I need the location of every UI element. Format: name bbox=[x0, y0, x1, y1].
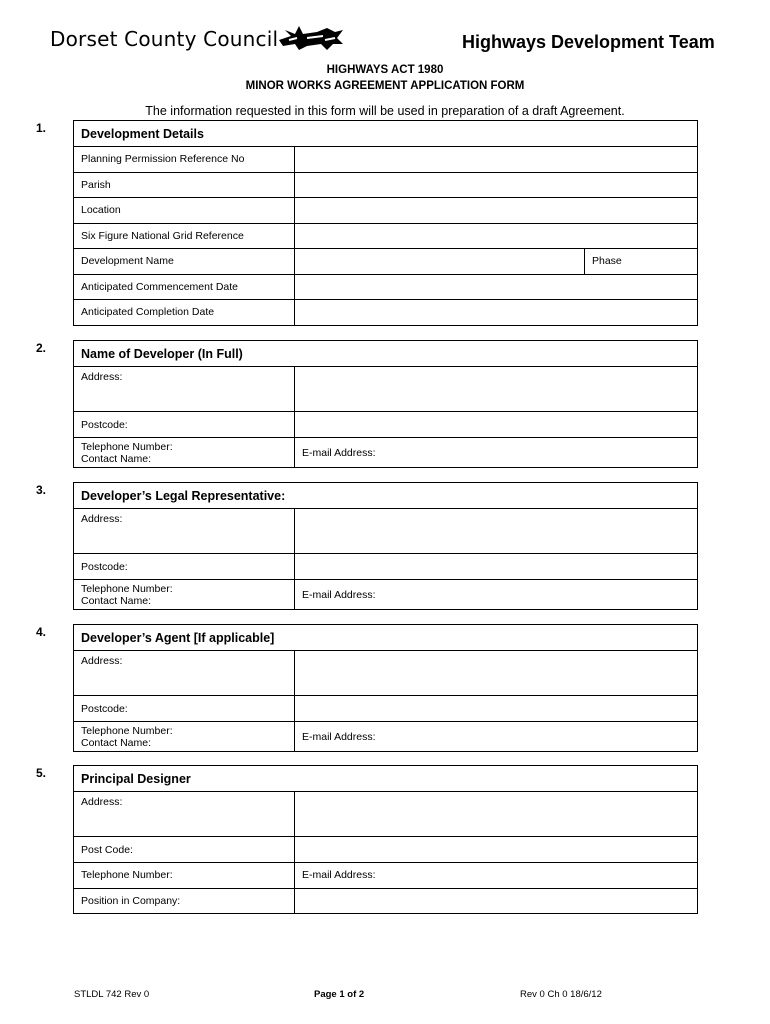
section-2-number: 2. bbox=[36, 341, 47, 355]
commencement-date-label: Anticipated Commencement Date bbox=[74, 274, 295, 300]
section-1-number: 1. bbox=[36, 121, 47, 135]
agent-postcode-label: Postcode: bbox=[74, 696, 295, 722]
agent-postcode-field[interactable] bbox=[295, 696, 698, 722]
developer-postcode-label: Postcode: bbox=[74, 412, 295, 438]
developer-postcode-field[interactable] bbox=[295, 412, 698, 438]
contact-name-label: Contact Name: bbox=[81, 452, 152, 465]
location-label: Location bbox=[74, 198, 295, 224]
designer-position-label: Position in Company: bbox=[74, 888, 295, 914]
grid-reference-label: Six Figure National Grid Reference bbox=[74, 223, 295, 249]
section-1-heading: Development Details bbox=[74, 121, 698, 147]
telephone-label: Telephone Number: bbox=[81, 440, 173, 453]
completion-date-label: Anticipated Completion Date bbox=[74, 300, 295, 326]
team-name: Highways Development Team bbox=[462, 32, 715, 52]
legal-address-field[interactable] bbox=[295, 509, 698, 554]
section-4-agent bbox=[73, 624, 698, 752]
section-2-heading: Name of Developer (In Full) bbox=[74, 341, 698, 367]
designer-email-field[interactable]: E-mail Address: bbox=[295, 863, 698, 889]
developer-phone-contact-label[interactable] bbox=[74, 438, 295, 468]
development-name-label: Development Name bbox=[74, 249, 295, 275]
grid-reference-field[interactable] bbox=[295, 223, 698, 249]
section-4-number: 4. bbox=[36, 625, 47, 639]
agent-address-label: Address: bbox=[74, 651, 295, 696]
designer-position-field[interactable] bbox=[295, 888, 698, 914]
footer-page-number: Page 1 of 2 bbox=[314, 989, 365, 1000]
agent-email-field[interactable]: E-mail Address: bbox=[295, 722, 698, 752]
legal-postcode-label: Postcode: bbox=[74, 554, 295, 580]
section-2-developer bbox=[73, 340, 698, 468]
footer-document-ref: STLDL 742 Rev 0 bbox=[74, 989, 150, 1000]
developer-email-field[interactable]: E-mail Address: bbox=[295, 438, 698, 468]
legal-email-field[interactable]: E-mail Address: bbox=[295, 580, 698, 610]
section-3-heading: Developer’s Legal Representative: bbox=[74, 483, 698, 509]
designer-telephone-label: Telephone Number: bbox=[74, 863, 295, 889]
section-5-principal-designer bbox=[73, 765, 698, 914]
section-1-development-details bbox=[73, 120, 698, 326]
planning-ref-field[interactable] bbox=[295, 147, 698, 173]
section-4-heading: Developer’s Agent [If applicable] bbox=[74, 625, 698, 651]
planning-ref-label: Planning Permission Reference No bbox=[74, 147, 295, 173]
footer-revision: Rev 0 Ch 0 18/6/12 bbox=[520, 989, 602, 1000]
designer-address-label: Address: bbox=[74, 792, 295, 837]
legal-address-label: Address: bbox=[74, 509, 295, 554]
designer-postcode-label: Post Code: bbox=[74, 837, 295, 863]
legal-phone-contact-label[interactable] bbox=[74, 580, 295, 610]
legal-postcode-field[interactable] bbox=[295, 554, 698, 580]
developer-address-field[interactable] bbox=[295, 367, 698, 412]
section-5-heading: Principal Designer bbox=[74, 766, 698, 792]
parish-field[interactable] bbox=[295, 172, 698, 198]
section-3-legal-representative bbox=[73, 482, 698, 610]
designer-address-field[interactable] bbox=[295, 792, 698, 837]
form-title: MINOR WORKS AGREEMENT APPLICATION FORM bbox=[245, 80, 525, 92]
section-3-number: 3. bbox=[36, 483, 47, 497]
telephone-label: Telephone Number: bbox=[81, 724, 173, 737]
telephone-label: Telephone Number: bbox=[81, 582, 173, 595]
phase-field[interactable]: Phase bbox=[585, 249, 698, 275]
contact-name-label: Contact Name: bbox=[81, 736, 152, 749]
organisation-name: Dorset County Council bbox=[50, 27, 279, 51]
completion-date-field[interactable] bbox=[295, 300, 698, 326]
agent-phone-contact-label[interactable] bbox=[74, 722, 295, 752]
intro-text: The information requested in this form will be used in preparation of a draft Agreement. bbox=[145, 104, 625, 118]
commencement-date-field[interactable] bbox=[295, 274, 698, 300]
development-name-field[interactable] bbox=[295, 249, 585, 275]
parish-label: Parish bbox=[74, 172, 295, 198]
location-field[interactable] bbox=[295, 198, 698, 224]
dorset-lion-logo-icon bbox=[277, 22, 345, 52]
section-5-number: 5. bbox=[36, 766, 47, 780]
contact-name-label: Contact Name: bbox=[81, 594, 152, 607]
designer-postcode-field[interactable] bbox=[295, 837, 698, 863]
form-title-act: HIGHWAYS ACT 1980 bbox=[326, 64, 444, 76]
agent-address-field[interactable] bbox=[295, 651, 698, 696]
developer-address-label: Address: bbox=[74, 367, 295, 412]
